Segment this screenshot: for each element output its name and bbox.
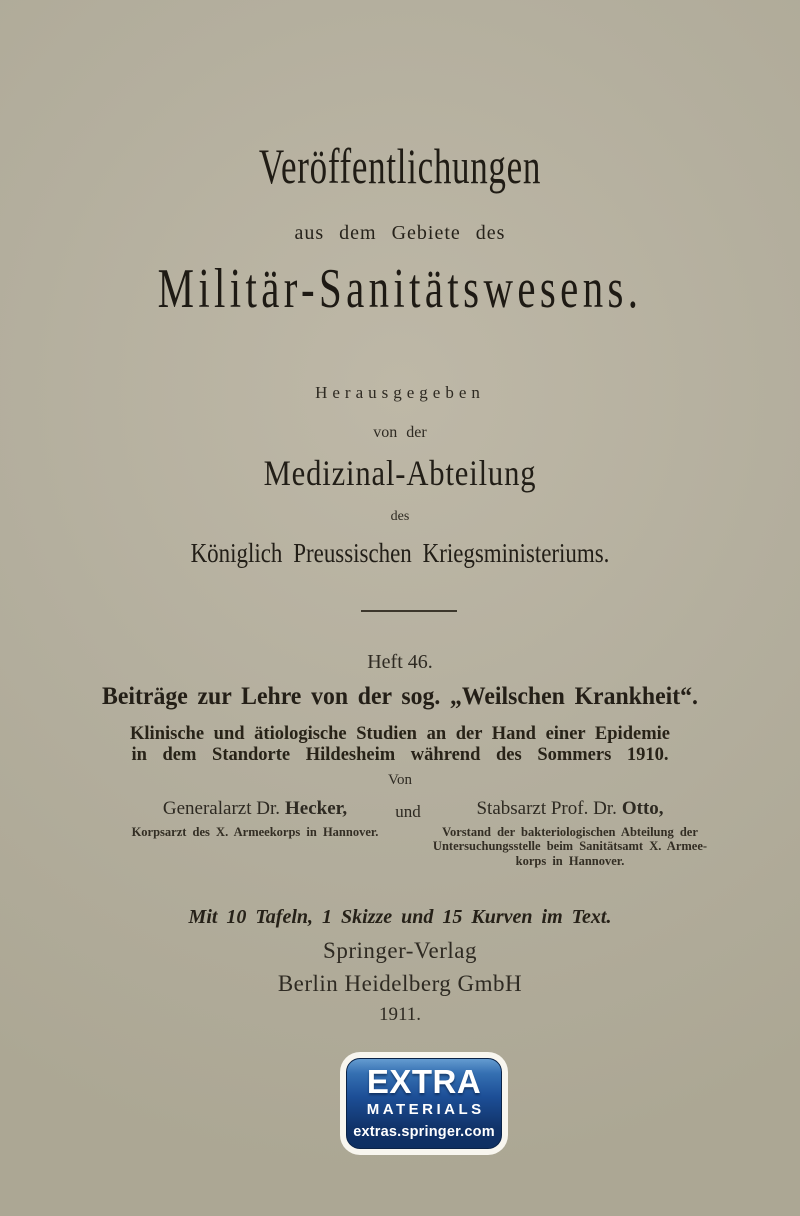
book-subtitle-line1: Klinische und ätiologische Studien an der Hand einer Epidemie — [130, 724, 670, 744]
author-otto-rank: Stabsarzt Prof. Dr. — [476, 798, 617, 819]
author-otto-affiliation-line1: Vorstand der bakteriologischen Abteilung der — [442, 824, 698, 839]
publisher-name: Springer-Verlag — [323, 938, 477, 963]
series-title: Veröffentlichungen — [258, 138, 542, 194]
author-otto — [428, 799, 712, 868]
medizinal-abteilung: Medizinal-Abteilung — [263, 453, 537, 493]
publication-year: 1911. — [378, 1004, 422, 1025]
extra-materials-badge-inner — [346, 1058, 502, 1149]
author-hecker-rank: Generalarzt Dr. — [162, 798, 280, 819]
des-label: des — [390, 509, 410, 524]
herausgegeben-label: Herausgegeben — [315, 383, 485, 402]
author-otto-affiliation-line2: Untersuchungsstelle beim Sanitätsamt X. Armee- — [432, 839, 708, 854]
badge-materials-label: MATERIALS — [366, 1101, 485, 1118]
author-hecker — [105, 799, 405, 839]
extra-materials-badge — [340, 1052, 508, 1155]
book-title: Beiträge zur Lehre von der sog. „Weilschen Krankheit“. — [102, 683, 698, 710]
authors-connector: und — [395, 802, 421, 821]
author-hecker-affiliation: Korpsarzt des X. Armeekorps in Hannover. — [131, 824, 379, 839]
illustrations-note: Mit 10 Tafeln, 1 Skizze und 15 Kurven im Text. — [188, 906, 612, 928]
von-der-label: von der — [373, 424, 427, 441]
author-hecker-name — [105, 799, 405, 820]
author-otto-surname: Otto, — [621, 798, 664, 819]
publisher-location: Berlin Heidelberg GmbH — [277, 971, 523, 996]
series-scope: aus dem Gebiete des — [294, 222, 506, 244]
von-label: Von — [388, 772, 412, 788]
badge-url-label: extras.springer.com — [353, 1124, 495, 1140]
badge-extra-label: EXTRA — [366, 1063, 482, 1100]
book-subtitle-line2: in dem Standorte Hildesheim während des Sommers 1910. — [131, 745, 669, 765]
author-otto-affiliation — [428, 825, 712, 868]
series-main-title: Militär-Sanitätswesens. — [157, 258, 643, 320]
author-otto-affiliation-line3: korps in Hannover. — [515, 853, 625, 868]
issue-number: Heft 46. — [367, 651, 433, 673]
ministry-name: Königlich Preussischen Kriegsministeriums. — [190, 538, 610, 568]
author-otto-name — [428, 799, 712, 820]
author-hecker-surname: Hecker, — [285, 798, 348, 819]
divider-rule — [361, 610, 457, 612]
